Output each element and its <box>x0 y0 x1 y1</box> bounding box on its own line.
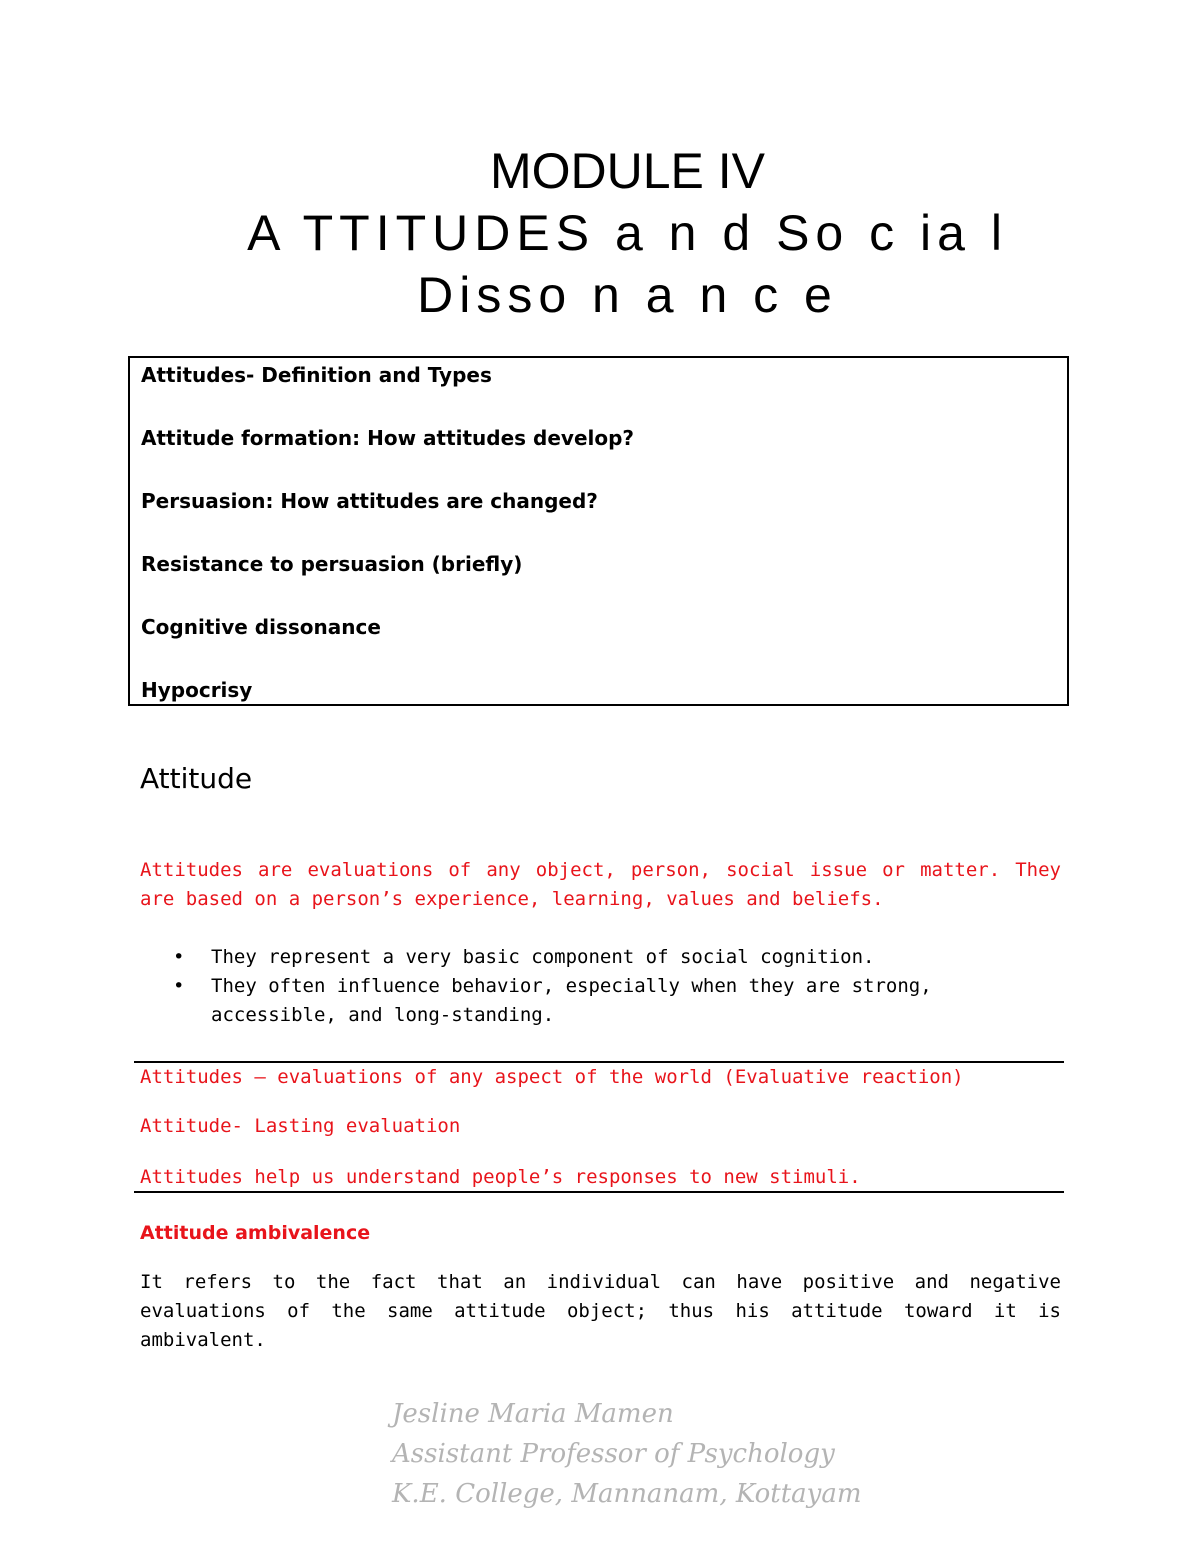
list-item <box>140 972 1061 1030</box>
list-item <box>140 943 1061 972</box>
topic-item: Attitudes- Definition and Types <box>141 363 492 387</box>
signature-name: Jesline Maria Mamen <box>392 1399 674 1429</box>
divider-bottom <box>134 1191 1064 1193</box>
signature-position: Assistant Professor of Psychology <box>392 1439 835 1469</box>
title-line-dissonance: Disso n a n c e <box>417 267 838 323</box>
signature-watermark <box>392 1394 862 1514</box>
attitude-intro-paragraph: Attitudes are evaluations of any object, person, social issue or matter. They are based on a person’s experience, learning, values and beliefs. <box>140 859 1061 910</box>
topic-item: Hypocrisy <box>141 678 253 702</box>
bullet-icon: • <box>173 975 185 997</box>
title-line-module: MODULE IV <box>489 143 766 199</box>
title-line-attitudes: A TTITUDES a n d So c ia l <box>247 205 1008 261</box>
ambivalence-paragraph: It refers to the fact that an individual can have positive and negative evaluations of the same attitude object; thus his attitude toward it is ambivalent. <box>140 1271 1061 1351</box>
topics-list <box>141 362 634 740</box>
attitude-bullet-list <box>140 943 1061 1030</box>
module-title <box>0 140 1200 326</box>
bullet-text: They represent a very basic component of social cognition. <box>211 946 875 968</box>
topic-item: Persuasion: How attitudes are changed? <box>141 489 598 513</box>
topic-item: Resistance to persuasion (briefly) <box>141 552 523 576</box>
topic-item: Attitude formation: How attitudes develop? <box>141 426 635 450</box>
definition-line: Attitude- Lasting evaluation <box>140 1115 461 1137</box>
topics-box <box>128 356 1069 706</box>
bullet-icon: • <box>173 946 185 968</box>
topic-item: Cognitive dissonance <box>141 615 381 639</box>
signature-institution: K.E. College, Mannanam, Kottayam <box>392 1479 862 1509</box>
bullet-text: They often influence behavior, especially when they are strong, accessible, and long-standing. <box>211 975 932 1026</box>
definition-line: Attitudes help us understand people’s responses to new stimuli. <box>140 1166 861 1188</box>
attitude-heading: Attitude <box>140 762 253 795</box>
ambivalence-heading: Attitude ambivalence <box>140 1222 371 1244</box>
definition-line: Attitudes – evaluations of any aspect of the world (Evaluative reaction) <box>140 1066 964 1088</box>
